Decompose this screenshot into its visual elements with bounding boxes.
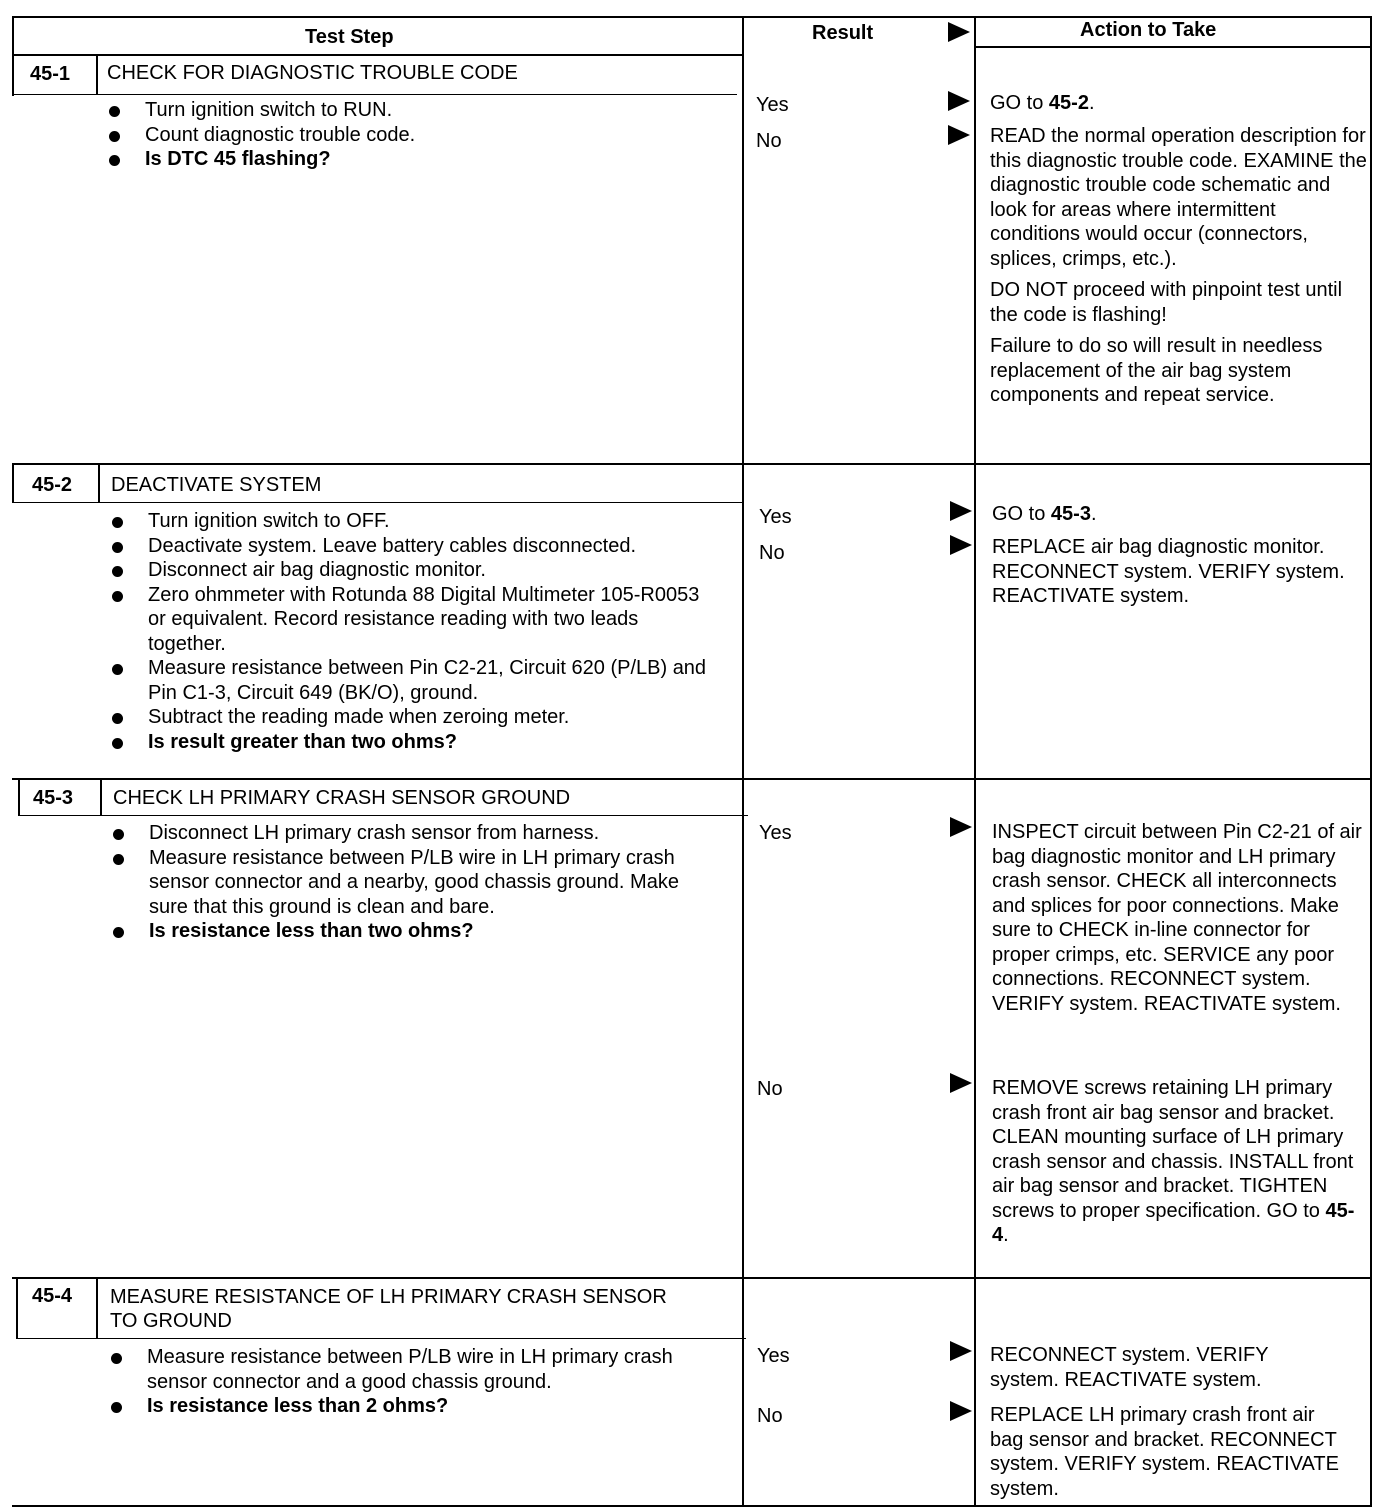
- step-number: 45-1: [30, 63, 71, 85]
- result-heading: Result: [812, 22, 874, 44]
- result-yes: Yes: [757, 1345, 790, 1367]
- step-question: Is result greater than two ohms?: [112, 730, 712, 755]
- result-arrow-icon: [948, 125, 970, 145]
- instruction-item: Measure resistance between P/LB wire in LH primary crash sensor connector and a good chassis ground.: [111, 1345, 711, 1394]
- action-heading: Action to Take: [1080, 19, 1217, 41]
- instruction-item: Disconnect LH primary crash sensor from harness.: [113, 821, 713, 846]
- step-number: 45-2: [32, 474, 73, 496]
- result-arrow-icon: [950, 1341, 972, 1361]
- action-text: REMOVE screws retaining LH primary crash front air bag sensor and bracket. CLEAN mounting surface of LH primary crash sensor and chassis. INSTALL front air bag sensor and bracket. TIGHTEN screws to proper specification. GO to 45-4.: [992, 1077, 1355, 1246]
- result-yes: Yes: [759, 506, 792, 528]
- instruction-item: Measure resistance between Pin C2-21, Circuit 620 (P/LB) and Pin C1-3, Circuit 649 (BK/O), ground.: [112, 656, 712, 705]
- result-no: No: [757, 1078, 783, 1100]
- instruction-item: Deactivate system. Leave battery cables disconnected.: [112, 534, 712, 559]
- instruction-item: Disconnect air bag diagnostic monitor.: [112, 558, 712, 583]
- result-arrow-icon: [950, 501, 972, 521]
- header-arrow-icon: [948, 22, 970, 42]
- result-arrow-icon: [950, 817, 972, 837]
- action-text: GO to 45-2.: [990, 92, 1095, 114]
- action-text: READ the normal operation description for this diagnostic trouble code. EXAMINE the diagnostic trouble code schematic and look for areas where intermittent conditions would occur (connectors, splices, crimps, etc.). DO NOT proceed with pinpoint test until the code is flashing! Failure to do so will result in needless replacement of the air bag system components and repeat service.: [990, 125, 1367, 406]
- action-text: INSPECT circuit between Pin C2-21 of air bag diagnostic monitor and LH primary crash sensor. CHECK all interconnects and splices for poor connections. Make sure to CHECK in-line connector for proper crimps, etc. SERVICE any poor connections. RECONNECT system. VERIFY system. REACTIVATE system.: [992, 821, 1362, 1015]
- result-no: No: [759, 542, 785, 564]
- result-arrow-icon: [948, 91, 970, 111]
- action-text: RECONNECT system. VERIFY system. REACTIVATE system.: [990, 1344, 1269, 1391]
- instruction-item: Subtract the reading made when zeroing meter.: [112, 705, 712, 730]
- step-number: 45-4: [32, 1285, 73, 1307]
- result-yes: Yes: [759, 822, 792, 844]
- instruction-item: Zero ohmmeter with Rotunda 88 Digital Multimeter 105-R0053 or equivalent. Record resistance reading with two leads together.: [112, 583, 712, 657]
- step-question: Is resistance less than 2 ohms?: [111, 1394, 711, 1419]
- step-title: DEACTIVATE SYSTEM: [111, 474, 322, 496]
- action-text: REPLACE LH primary crash front air bag sensor and bracket. RECONNECT system. VERIFY system. REACTIVATE system.: [990, 1404, 1339, 1500]
- result-arrow-icon: [950, 1073, 972, 1093]
- result-arrow-icon: [950, 535, 972, 555]
- instruction-item: Measure resistance between P/LB wire in LH primary crash sensor connector and a nearby, good chassis ground. Make sure that this ground is clean and bare.: [113, 846, 713, 920]
- step-title: CHECK FOR DIAGNOSTIC TROUBLE CODE: [107, 62, 518, 84]
- result-no: No: [757, 1405, 783, 1427]
- instruction-item: Turn ignition switch to OFF.: [112, 509, 712, 534]
- instruction-item: Turn ignition switch to RUN.: [109, 98, 729, 123]
- step-title: CHECK LH PRIMARY CRASH SENSOR GROUND: [113, 787, 571, 809]
- step-instructions: [111, 1345, 711, 1419]
- action-text: REPLACE air bag diagnostic monitor. RECONNECT system. VERIFY system. REACTIVATE system.: [992, 536, 1345, 607]
- step-instructions: [113, 821, 713, 944]
- step-instructions: [109, 98, 729, 172]
- action-text: GO to 45-3.: [992, 503, 1097, 525]
- step-instructions: [112, 509, 712, 754]
- result-no: No: [756, 130, 782, 152]
- result-yes: Yes: [756, 94, 789, 116]
- step-number: 45-3: [33, 787, 74, 809]
- step-title: MEASURE RESISTANCE OF LH PRIMARY CRASH SENSOR TO GROUND: [110, 1286, 667, 1332]
- test-step-heading: Test Step: [305, 26, 394, 48]
- result-arrow-icon: [950, 1401, 972, 1421]
- step-question: Is DTC 45 flashing?: [109, 147, 729, 172]
- step-question: Is resistance less than two ohms?: [113, 919, 713, 944]
- instruction-item: Count diagnostic trouble code.: [109, 123, 729, 148]
